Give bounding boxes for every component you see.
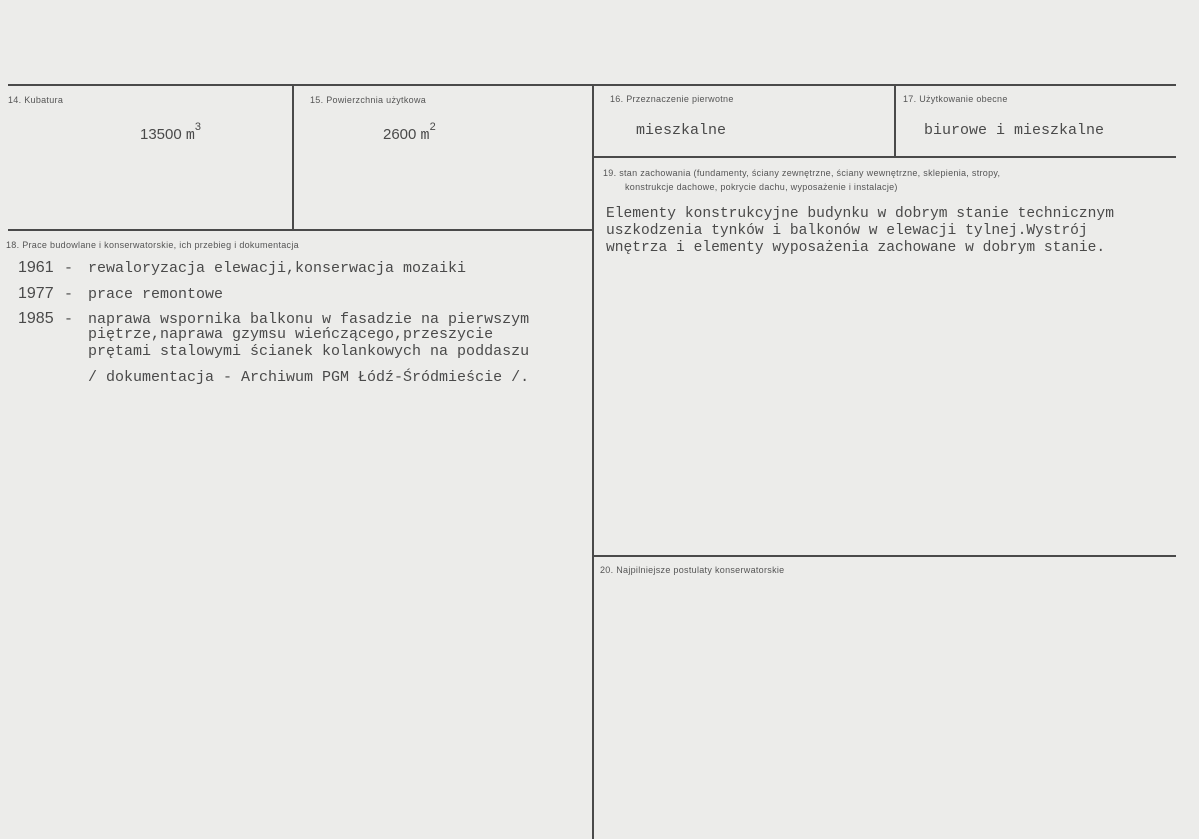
powierzchnia-unit: m <box>420 127 430 144</box>
divider-16-17 <box>894 85 896 157</box>
rule-19-bottom <box>593 555 1176 557</box>
przeznaczenie-value: mieszkalne <box>636 122 727 139</box>
entry-year: 1985 <box>18 310 54 327</box>
stan-line-1: Elementy konstrukcyjne budynku w dobrym stanie technicznym <box>606 206 1114 222</box>
rule-16-17-bottom <box>593 156 1176 158</box>
entry-1985-cont-1: piętrze,naprawa gzymsu wieńczącego,przeszycie <box>88 326 494 343</box>
uzytkowanie-label: 17. Użytkowanie obecne <box>903 94 1008 104</box>
divider-14-15 <box>292 85 294 231</box>
kubatura-number: 13500 <box>140 126 182 143</box>
przeznaczenie-label: 16. Przeznaczenie pierwotne <box>610 94 734 104</box>
powierzchnia-value <box>383 121 436 144</box>
entry-text: rewaloryzacja elewacji,konserwacja mozaiki <box>88 260 467 277</box>
stan-line-2: uszkodzenia tynków i balkonów w elewacji tylnej.Wystrój <box>606 223 1088 239</box>
kubatura-value <box>140 121 202 144</box>
entry-dash: - <box>64 311 74 328</box>
stan-label-2: konstrukcje dachowe, pokrycie dachu, wyposażenie i instalacje) <box>625 182 898 192</box>
entry-text: prace remontowe <box>88 286 224 303</box>
postulaty-label: 20. Najpilniejsze postulaty konserwatorskie <box>600 565 785 575</box>
entry-1985-cont-2: prętami stalowymi ścianek kolankowych na poddaszu <box>88 343 530 360</box>
kubatura-exponent: 3 <box>194 121 202 133</box>
kubatura-unit: m <box>185 127 195 144</box>
divider-center <box>592 85 594 839</box>
stan-line-3: wnętrza i elementy wyposażenia zachowane w dobrym stanie. <box>606 240 1106 256</box>
entry-1977 <box>18 285 223 303</box>
prace-label: 18. Prace budowlane i konserwatorskie, ich przebieg i dokumentacja <box>6 240 299 250</box>
entry-dash: - <box>64 260 74 277</box>
powierzchnia-exponent: 2 <box>429 121 436 133</box>
rule-14-15-bottom <box>8 229 592 231</box>
entry-year: 1961 <box>18 259 54 276</box>
documentation-note: / dokumentacja - Archiwum PGM Łódź-Śródmieście /. <box>88 369 530 386</box>
entry-text: naprawa wspornika balkonu w fasadzie na pierwszym <box>88 311 530 328</box>
powierzchnia-number: 2600 <box>383 126 417 143</box>
uzytkowanie-value: biurowe i mieszkalne <box>924 122 1105 139</box>
entry-dash: - <box>64 286 74 303</box>
powierzchnia-label: 15. Powierzchnia użytkowa <box>310 95 427 105</box>
kubatura-label: 14. Kubatura <box>8 95 64 105</box>
entry-year: 1977 <box>18 285 54 302</box>
stan-label-1: 19. stan zachowania (fundamenty, ściany zewnętrzne, ściany wewnętrzne, sklepienia, stropy, <box>603 168 1001 178</box>
entry-1961 <box>18 259 466 277</box>
